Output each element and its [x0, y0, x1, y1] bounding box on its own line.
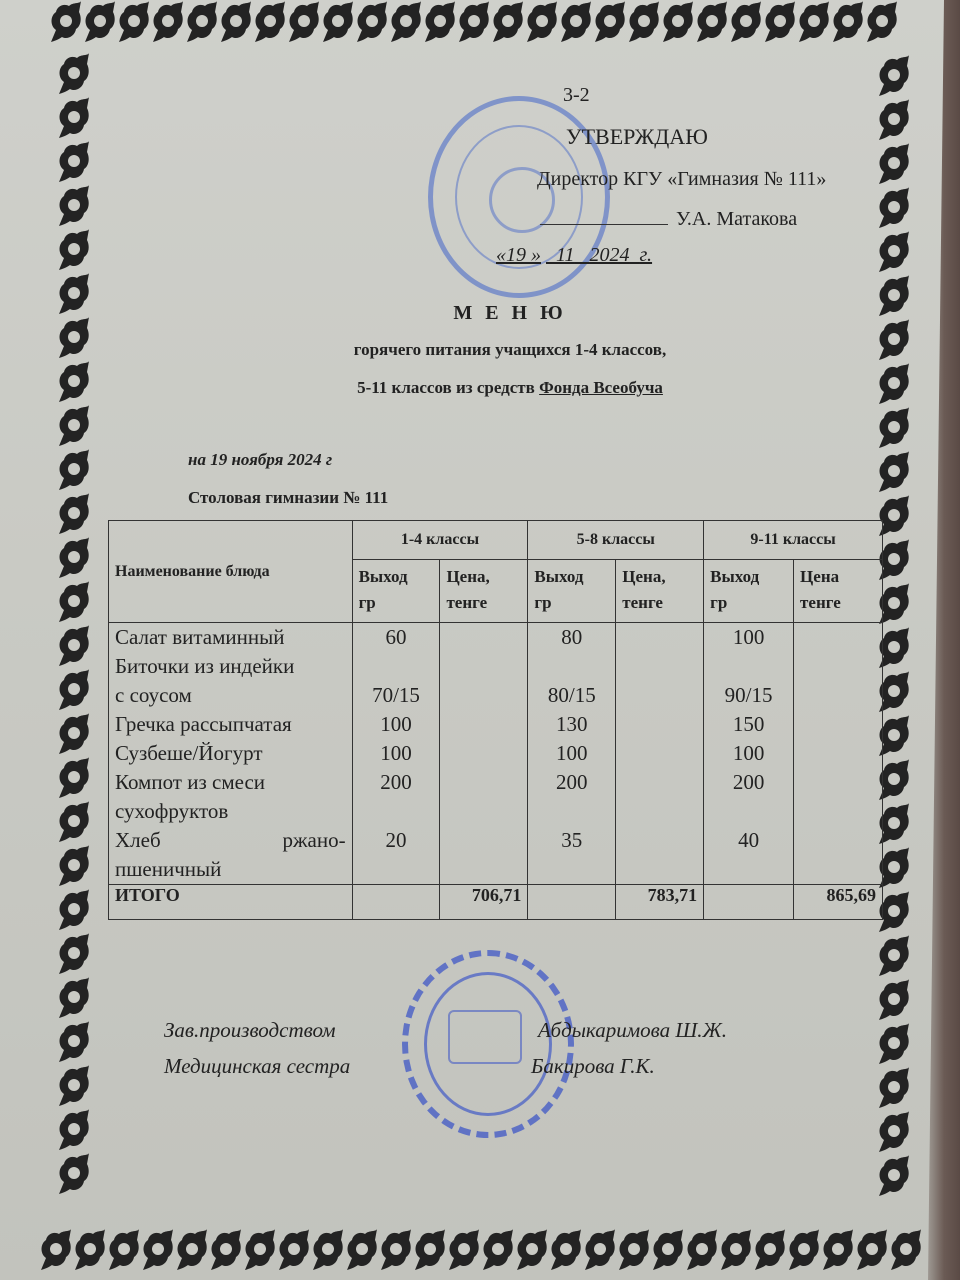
ornament-icon: [56, 800, 90, 844]
dish-line: пшеничный: [115, 857, 222, 881]
ornament-icon: [56, 668, 90, 712]
ornament-icon: [208, 1228, 242, 1272]
ornament-icon: [446, 1228, 480, 1272]
ornament-icon: [548, 1228, 582, 1272]
table-row-total: [109, 885, 883, 920]
subtitle-line-1: горячего питания учащихся 1-4 классов,: [353, 340, 667, 359]
ornament-icon: [864, 0, 898, 44]
ornament-icon: [876, 54, 910, 98]
ornament-icon: [56, 888, 90, 932]
ornament-icon: [876, 1110, 910, 1154]
ornament-icon: [752, 1228, 786, 1272]
ornament-icon: [116, 0, 150, 44]
ornament-icon: [514, 1228, 548, 1272]
approval-date-month: 11: [556, 244, 575, 266]
ornament-icon: [320, 0, 354, 44]
total-5-8: 783,71: [616, 885, 704, 920]
ornament-icon: [56, 932, 90, 976]
ornament-icon: [718, 1228, 752, 1272]
menu-table: [108, 520, 883, 920]
ornament-icon: [876, 142, 910, 186]
price-5-8-column: [616, 623, 704, 885]
dish-list: [109, 623, 353, 885]
table-row-dishes: [109, 623, 883, 885]
ornament-icon: [582, 1228, 616, 1272]
ornament-icon: [56, 756, 90, 800]
ornament-icon: [56, 536, 90, 580]
header-output-5-8: Выход гр: [528, 560, 616, 623]
ornament-icon: [876, 406, 910, 450]
dish-line: Компот из смеси: [115, 770, 266, 794]
ornament-icon: [218, 0, 252, 44]
ornament-icon: [38, 1228, 72, 1272]
page-edge-shadow: [920, 0, 960, 1280]
ornament-icon: [82, 0, 116, 44]
header-group-5-8: 5-8 классы: [528, 521, 704, 560]
ornament-icon: [490, 0, 524, 44]
footer-name-nurse: Бакирова Г.К.: [531, 1054, 655, 1078]
ornament-icon: [286, 0, 320, 44]
header-group-1-4: 1-4 классы: [352, 521, 528, 560]
ornament-icon: [56, 184, 90, 228]
ornament-icon: [786, 1228, 820, 1272]
footer-role-production-head: Зав.производством: [164, 1018, 336, 1042]
ornament-icon: [616, 1228, 650, 1272]
ornament-icon: [310, 1228, 344, 1272]
menu-date: на 19 ноября 2024 г: [188, 450, 333, 469]
approval-heading: УТВЕРЖДАЮ: [566, 124, 708, 149]
ornament-icon: [388, 0, 422, 44]
ornament-icon: [876, 1022, 910, 1066]
ornament-icon: [762, 0, 796, 44]
output-5-8-column: 80 80/15 130 100 200 35: [528, 623, 616, 885]
ornament-icon: [184, 0, 218, 44]
ornament-icon: [56, 976, 90, 1020]
ornament-icon: [276, 1228, 310, 1272]
ornament-icon: [56, 1020, 90, 1064]
ornament-icon: [56, 1108, 90, 1152]
ornament-icon: [56, 492, 90, 536]
ornament-icon: [876, 934, 910, 978]
dish-line: Биточки из индейки: [115, 654, 295, 678]
page-title: М Е Н Ю: [453, 302, 567, 324]
approval-signature-line: [540, 208, 797, 231]
ornament-icon: [888, 1228, 922, 1272]
approval-date-day: «19 »: [496, 244, 541, 266]
page-code: 3-2: [563, 84, 590, 106]
ornament-icon: [876, 1066, 910, 1110]
ornament-icon: [626, 0, 660, 44]
ornament-icon: [56, 404, 90, 448]
footer-name-production-head: Абдыкаримова Ш.Ж.: [538, 1018, 727, 1042]
output-1-4-column: 60 70/15 100 100 200 20: [352, 623, 440, 885]
price-9-11-column: [794, 623, 883, 885]
total-1-4: 706,71: [440, 885, 528, 920]
ornament-icon: [56, 844, 90, 888]
approval-signatory: У.А. Матакова: [676, 208, 798, 230]
ornament-icon: [56, 1064, 90, 1108]
header-output-9-11: Выход гр: [704, 560, 794, 623]
ornament-icon: [728, 0, 762, 44]
ornament-icon: [140, 1228, 174, 1272]
ornament-icon: [56, 140, 90, 184]
ornament-icon: [876, 978, 910, 1022]
ornament-icon: [56, 580, 90, 624]
ornament-icon: [422, 0, 456, 44]
ornament-icon: [174, 1228, 208, 1272]
ornament-icon: [56, 624, 90, 668]
header-dish-name: Наименование блюда: [109, 521, 353, 623]
dish-line: с соусом: [115, 683, 192, 707]
ornament-icon: [150, 0, 184, 44]
ornament-icon: [378, 1228, 412, 1272]
footer-role-nurse: Медицинская сестра: [164, 1054, 351, 1078]
ornament-icon: [456, 0, 490, 44]
header-price-5-8: Цена, тенге: [616, 560, 704, 623]
signature-underline: [540, 224, 668, 225]
output-9-11-column: 100 90/15 150 100 200 40: [704, 623, 794, 885]
ornament-icon: [694, 0, 728, 44]
ornament-icon: [56, 448, 90, 492]
header-output-1-4: Выход гр: [352, 560, 440, 623]
ornament-icon: [558, 0, 592, 44]
ornament-icon: [684, 1228, 718, 1272]
dish-line: Гречка рассыпчатая: [115, 712, 292, 736]
ornament-icon: [252, 0, 286, 44]
dish-line: Сузбеше/Йогурт: [115, 741, 263, 765]
ornament-icon: [412, 1228, 446, 1272]
dish-line: Хлеб ржано-: [115, 828, 346, 852]
ornament-icon: [242, 1228, 276, 1272]
total-label: ИТОГО: [109, 885, 353, 920]
ornament-icon: [854, 1228, 888, 1272]
ornament-icon: [650, 1228, 684, 1272]
ornament-icon: [48, 0, 82, 44]
header-price-9-11: Цена тенге: [794, 560, 883, 623]
dish-line: сухофруктов: [115, 799, 229, 823]
ornament-icon: [56, 1152, 90, 1196]
ornament-icon: [876, 186, 910, 230]
ornament-icon: [56, 96, 90, 140]
fund-name: Фонда Всеобуча: [539, 378, 663, 397]
ornament-icon: [56, 228, 90, 272]
ornament-icon: [796, 0, 830, 44]
ornament-icon: [592, 0, 626, 44]
ornament-icon: [72, 1228, 106, 1272]
ornament-border-top: [48, 0, 898, 44]
ornament-icon: [524, 0, 558, 44]
ornament-icon: [876, 230, 910, 274]
ornament-icon: [106, 1228, 140, 1272]
approval-date-year: 2024 г.: [589, 244, 653, 266]
ornament-border-bottom: [38, 1228, 922, 1272]
total-9-11: 865,69: [794, 885, 883, 920]
subtitle-line-2: 5-11 классов из средств Фонда Всеобуча: [357, 378, 663, 397]
approval-position: Директор КГУ «Гимназия № 111»: [537, 168, 827, 190]
ornament-icon: [876, 450, 910, 494]
canteen-name: Столовая гимназии № 111: [188, 488, 389, 507]
ornament-icon: [830, 0, 864, 44]
price-1-4-column: [440, 623, 528, 885]
approval-date: [496, 244, 652, 267]
ornament-icon: [820, 1228, 854, 1272]
ornament-icon: [354, 0, 388, 44]
ornament-icon: [344, 1228, 378, 1272]
ornament-icon: [56, 52, 90, 96]
supplier-stamp-icon: [402, 950, 574, 1138]
header-price-1-4: Цена, тенге: [440, 560, 528, 623]
header-group-9-11: 9-11 классы: [704, 521, 883, 560]
ornament-icon: [876, 98, 910, 142]
ornament-border-left: [56, 52, 90, 1196]
ornament-icon: [876, 1154, 910, 1198]
ornament-icon: [480, 1228, 514, 1272]
ornament-icon: [660, 0, 694, 44]
dish-line: Салат витаминный: [115, 625, 285, 649]
ornament-icon: [56, 712, 90, 756]
